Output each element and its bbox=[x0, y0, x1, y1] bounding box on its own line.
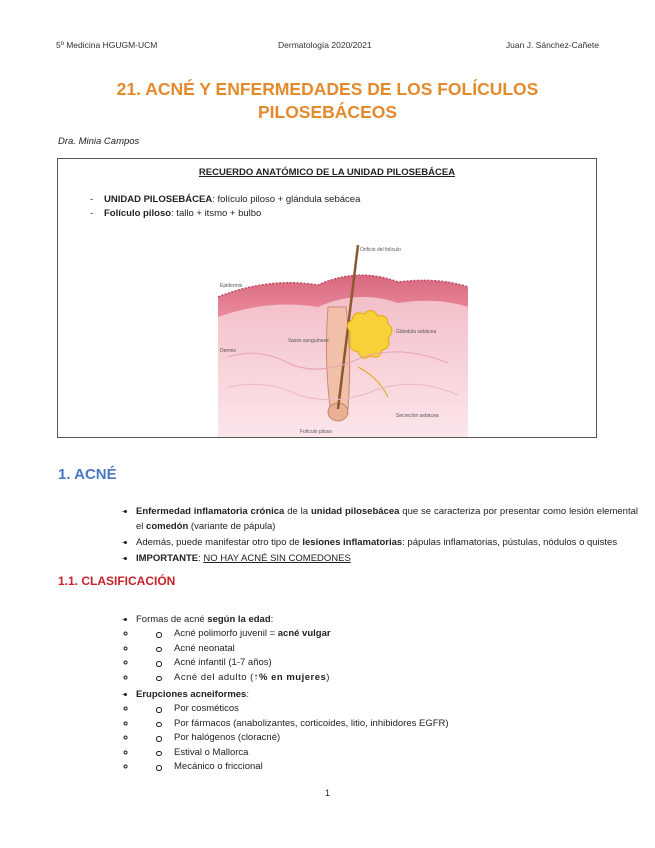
title-line-2: PILOSEBÁCEOS bbox=[257, 102, 398, 122]
page-header bbox=[56, 40, 599, 52]
text: de la bbox=[284, 506, 311, 517]
text: Por fármacos (anabolizantes, corticoides, litio, inhibidores EGFR) bbox=[174, 717, 449, 729]
definition: : tallo + itsmo + bulbo bbox=[171, 208, 262, 219]
label-follicle: Folículo piloso bbox=[300, 429, 332, 435]
label-vessels: Vasos sanguíneos bbox=[288, 338, 329, 344]
sub-list-item bbox=[136, 671, 638, 686]
list-item: - Folículo piloso: tallo + itsmo + bulbo bbox=[90, 208, 262, 219]
term: Folículo piloso bbox=[104, 208, 172, 219]
emphasis: unidad pilosebácea bbox=[310, 506, 400, 517]
emphasis: IMPORTANTE bbox=[136, 553, 199, 564]
sub-list-item bbox=[136, 746, 638, 761]
list-item: • - Formas de acné según la edad: ◦ Acné polimorfo juvenil = acné vulgar ◦ Acné neonatal ◦ Acné infantil (1-7 años) ◦ Acné del adulto (↑% en mujeres) bbox=[136, 612, 638, 685]
emphasis: comedón bbox=[146, 521, 189, 532]
text: Por cosméticos bbox=[174, 703, 239, 714]
text: : bbox=[198, 553, 204, 564]
text: : bbox=[270, 614, 274, 625]
age-forms-list bbox=[136, 627, 638, 685]
text: Además, puede manifestar otro tipo de bbox=[136, 537, 303, 548]
classification-list bbox=[96, 612, 638, 775]
document-title bbox=[60, 78, 595, 124]
text: : bbox=[246, 689, 249, 700]
author: Dra. Minia Campos bbox=[58, 136, 140, 147]
anatomy-list bbox=[90, 193, 361, 221]
label-epidermis: Epidermis bbox=[220, 283, 243, 289]
label-ostium: Orificio del folículo bbox=[360, 247, 401, 253]
text: Acné del adulto ( bbox=[174, 671, 254, 683]
text: Por halógenos (cloracné) bbox=[174, 732, 281, 743]
text: ) bbox=[326, 671, 330, 683]
header-center: Dermatología 2020/2021 bbox=[278, 40, 372, 50]
emphasis: lesiones inflamatorias bbox=[302, 537, 403, 548]
sub-list-item bbox=[136, 627, 638, 642]
list-item: - UNIDAD PILOSEBÁCEA: folículo piloso + glándula sebácea bbox=[90, 194, 361, 205]
sub-list-item bbox=[136, 760, 638, 775]
sub-list-item bbox=[136, 702, 638, 717]
pilosebaceous-unit-illustration bbox=[208, 237, 478, 437]
sub-list-item bbox=[136, 731, 638, 746]
emphasis: ↑% en mujeres bbox=[253, 671, 327, 683]
text: Mecánico o friccional bbox=[174, 761, 263, 772]
sub-list-item bbox=[136, 642, 638, 657]
sub-list-item bbox=[136, 717, 638, 732]
definition: : folículo piloso + glándula sebácea bbox=[212, 194, 361, 205]
section-heading-acne: 1. ACNÉ bbox=[58, 466, 117, 483]
emphasis: acné vulgar bbox=[277, 628, 331, 639]
text: Acné infantil (1-7 años) bbox=[174, 657, 272, 668]
label-secretion: Secreción sebácea bbox=[396, 413, 439, 419]
header-right: Juan J. Sánchez-Cañete bbox=[505, 40, 599, 50]
text: que se caracteriza por presentar como lesión elemental el bbox=[136, 506, 638, 532]
list-item: • - Además, puede manifestar otro tipo de lesiones inflamatorias: pápulas inflamatorias, pústulas, nódulos o quistes bbox=[136, 535, 638, 550]
anatomy-box-title: RECUERDO ANATÓMICO DE LA UNIDAD PILOSEBÁCEA bbox=[198, 167, 456, 178]
page-number: 1 bbox=[324, 788, 330, 798]
sub-list-item bbox=[136, 656, 638, 671]
term: UNIDAD PILOSEBÁCEA bbox=[104, 194, 213, 205]
header-left: 5º Medicina HGUGM-UCM bbox=[56, 40, 158, 50]
label-dermis: Dermis bbox=[220, 348, 236, 354]
section-heading-classification: 1.1. CLASIFICACIÓN bbox=[58, 574, 176, 588]
text: Formas de acné bbox=[136, 614, 208, 625]
emphasis: según la edad bbox=[207, 614, 271, 625]
anatomy-box bbox=[57, 158, 597, 438]
emphasis: Erupciones acneiformes bbox=[136, 689, 247, 700]
text: Acné polimorfo juvenil = bbox=[174, 628, 278, 639]
text: : pápulas inflamatorias, pústulas, nódulos o quistes bbox=[402, 537, 618, 548]
label-gland: Glándula sebácea bbox=[396, 329, 437, 335]
acne-definition-list bbox=[96, 504, 638, 567]
text: Estival o Mallorca bbox=[174, 746, 249, 758]
list-item: • - Enfermedad inflamatoria crónica de la unidad pilosebácea que se caracteriza por presentar como lesión elemental el comedón (variante de pápula) bbox=[136, 504, 638, 534]
list-item: • - IMPORTANTE: NO HAY ACNÉ SIN COMEDONES bbox=[136, 551, 638, 566]
underlined-text: NO HAY ACNÉ SIN COMEDONES bbox=[203, 553, 351, 564]
text: (variante de pápula) bbox=[188, 521, 276, 532]
emphasis: Enfermedad inflamatoria crónica bbox=[136, 506, 285, 517]
text: Acné neonatal bbox=[174, 642, 235, 654]
list-item: • - Erupciones acneiformes: ◦ Por cosméticos ◦ Por fármacos (anabolizantes, corticoides, litio, inhibidores EGFR) ◦ Por halógenos (cloracné) ◦ Estival o Mallorca ◦ Mecánico o friccional bbox=[136, 687, 638, 775]
acneiform-eruptions-list bbox=[136, 702, 638, 775]
title-line-1: 21. ACNÉ Y ENFERMEDADES DE LOS FOLÍCULOS bbox=[116, 79, 539, 99]
